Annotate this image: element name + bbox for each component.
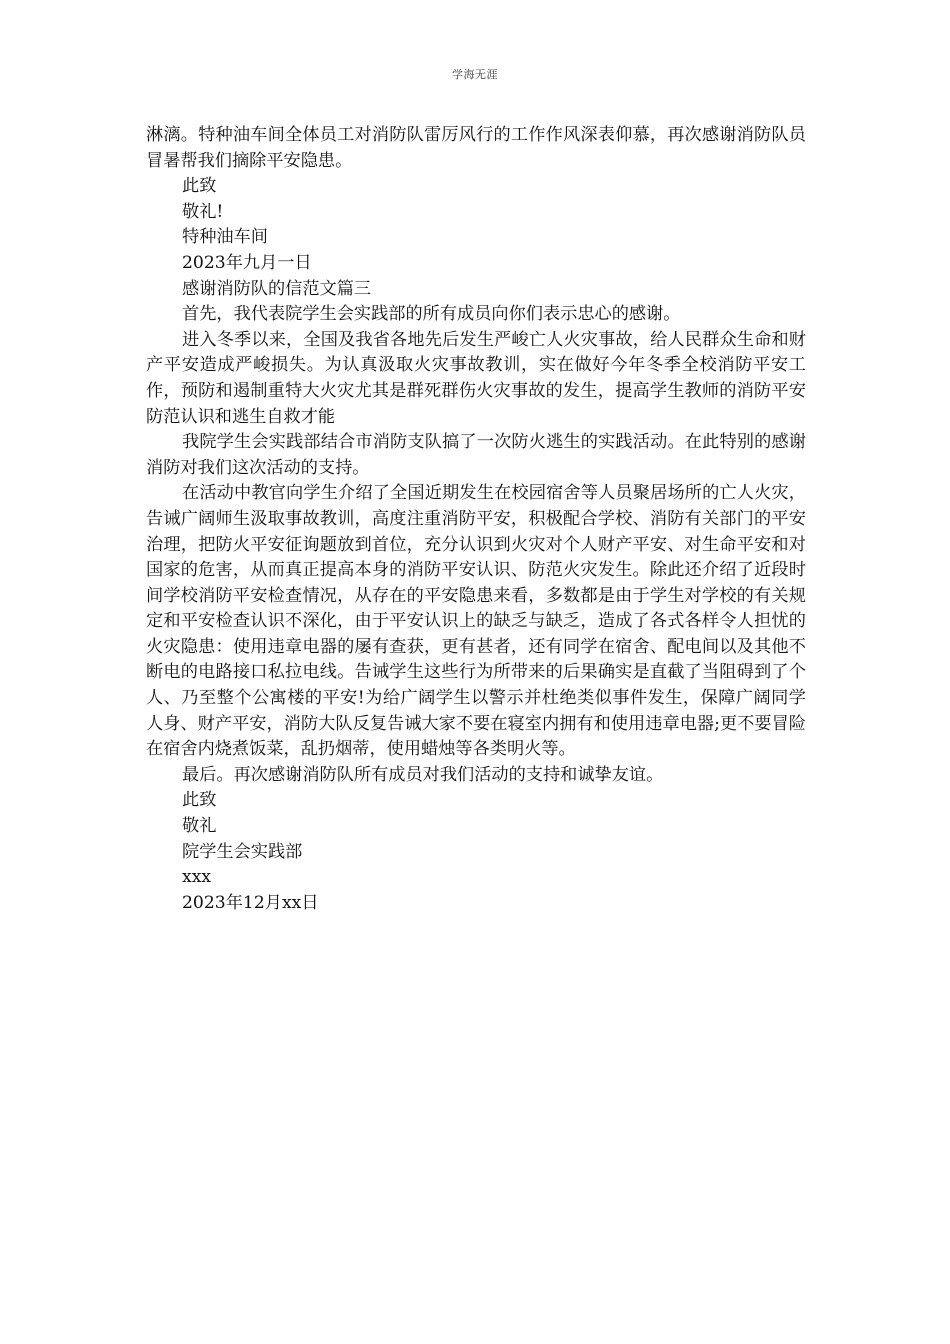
section-heading: 感谢消防队的信范文篇三 [182, 278, 372, 299]
signature-sender: 特种油车间 [182, 227, 268, 248]
closing-salutation: 此致 [182, 790, 217, 811]
closing-regards: 敬礼! [182, 201, 224, 222]
signature-sender: 院学生会实践部 [182, 841, 303, 862]
paragraph: 进入冬季以来，全国及我省各地先后发生严峻亡人火灾事故，给人民群众生命和财产平安造成严峻损失。为认真汲取火灾事故教训，实在做好今年冬季全校消防平安工作，预防和遏制重特大火灾尤其是群死群伤火灾事故的发生，提高学生教师的消防平安防范认识和逃生自救才能 [146, 329, 806, 427]
paragraph: 我院学生会实践部结合市消防支队搞了一次防火逃生的实践活动。在此特别的感谢消防对我们这次活动的支持。 [146, 432, 806, 478]
signature-date: 2023年12月xx日 [182, 892, 319, 913]
page-header: 学海无涯 [452, 68, 498, 81]
document-body [146, 123, 806, 916]
paragraph: 最后。再次感谢消防队所有成员对我们活动的支持和诚挚友谊。 [182, 764, 664, 785]
signature-name: xxx [182, 867, 212, 888]
paragraph: 在活动中教官向学生介绍了全国近期发生在校园宿舍等人员聚居场所的亡人火灾，告诫广阔师生汲取事故教训，高度注重消防平安，积极配合学校、消防有关部门的平安治理，把防火平安征询题放到首位，充分认识到火灾对个人财产平安、对生命平安和对国家的危害，从而真正提高本身的消防平安认识、防范火灾发生。除此还介绍了近段时间学校消防平安检查情况，从存在的平安隐患来看，多数都是由于学生对学校的有关规定和平安检查认识不深化，由于平安认识上的缺乏与缺乏，造成了各式各样令人担忧的火灾隐患：使用违章电器的屡有查获，更有甚者，还有同学在宿舍、配电间以及其他不断电的电路接口私拉电线。告诫学生这些行为所带来的后果确实是直截了当阻碍到了个人、乃至整个公寓楼的平安!为给广阔学生以警示并杜绝类似事件发生，保障广阔同学人身、财产平安，消防大队反复告诫大家不要在寝室内拥有和使用违章电器;更不要冒险在宿舍内烧煮饭菜，乱扔烟蒂，使用蜡烛等各类明火等。 [146, 483, 806, 760]
signature-date: 2023年九月一日 [182, 252, 312, 273]
paragraph: 首先，我代表院学生会实践部的所有成员向你们表示忠心的感谢。 [182, 304, 681, 325]
paragraph-continuation: 淋漓。特种油车间全体员工对消防队雷厉风行的工作作风深表仰慕，再次感谢消防队员冒暑帮我们摘除平安隐患。 [146, 125, 806, 171]
closing-regards: 敬礼 [182, 816, 217, 837]
closing-salutation: 此致 [182, 176, 217, 197]
